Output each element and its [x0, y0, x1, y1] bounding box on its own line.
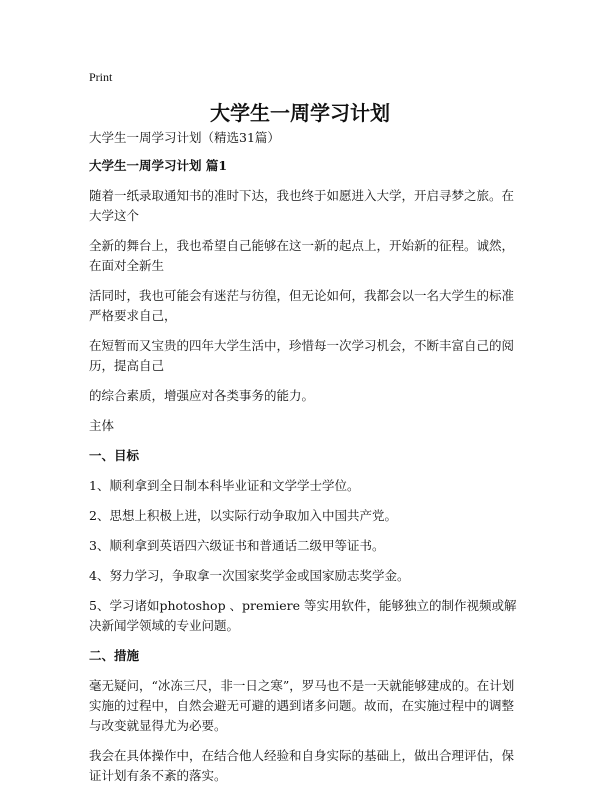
document-title: 大学生一周学习计划 — [210, 101, 390, 125]
measure-paragraph: 毫无疑问，“冰冻三尺，非一日之寒”，罗马也不是一天就能够建成的。在计划实施的过程中，自然会避无可避的遇到诸多问题。故而，在实施过程中的调整与改变就显得尤为必要。 — [89, 678, 515, 733]
intro-paragraph: 活同时，我也可能会有迷茫与彷徨，但无论如何，我都会以一名大学生的标准严格要求自己， — [89, 288, 515, 323]
goal-item: 3、顺利拿到英语四六级证书和普通话二级甲等证书。 — [89, 538, 385, 553]
section-label-main: 主体 — [89, 418, 115, 433]
document-body — [89, 128, 521, 796]
goal-item: 5、学习诸如photoshop 、premiere 等实用软件，能够独立的制作视频或解决新闻学领域的专业问题。 — [89, 598, 517, 633]
intro-paragraph: 随着一纸录取通知书的准时下达，我也终于如愿进入大学，开启寻梦之旅。在大学这个 — [89, 188, 515, 223]
section-heading-goals: 一、目标 — [89, 448, 140, 463]
article-heading: 大学生一周学习计划 篇1 — [89, 158, 228, 173]
intro-paragraph: 在短暂而又宝贵的四年大学生活中，珍惜每一次学习机会，不断丰富自己的阅历，提高自己 — [89, 338, 515, 373]
goal-item: 4、努力学习，争取拿一次国家奖学金或国家励志奖学金。 — [89, 568, 410, 583]
print-label: Print — [89, 70, 113, 84]
document-subtitle: 大学生一周学习计划（精选31篇） — [89, 130, 280, 145]
intro-paragraph: 全新的舞台上，我也希望自己能够在这一新的起点上，开始新的征程。诚然，在面对全新生 — [89, 238, 515, 273]
goal-item: 1、顺利拿到全日制本科毕业证和文学学士学位。 — [89, 478, 360, 493]
intro-paragraph: 的综合素质，增强应对各类事务的能力。 — [89, 388, 315, 403]
section-heading-measures: 二、措施 — [89, 648, 140, 663]
measure-paragraph: 我会在具体操作中，在结合他人经验和自身实际的基础上，做出合理评估，保证计划有条不紊的落实。 — [89, 748, 515, 783]
goal-item: 2、思想上积极上进，以实际行动争取加入中国共产党。 — [89, 508, 397, 523]
